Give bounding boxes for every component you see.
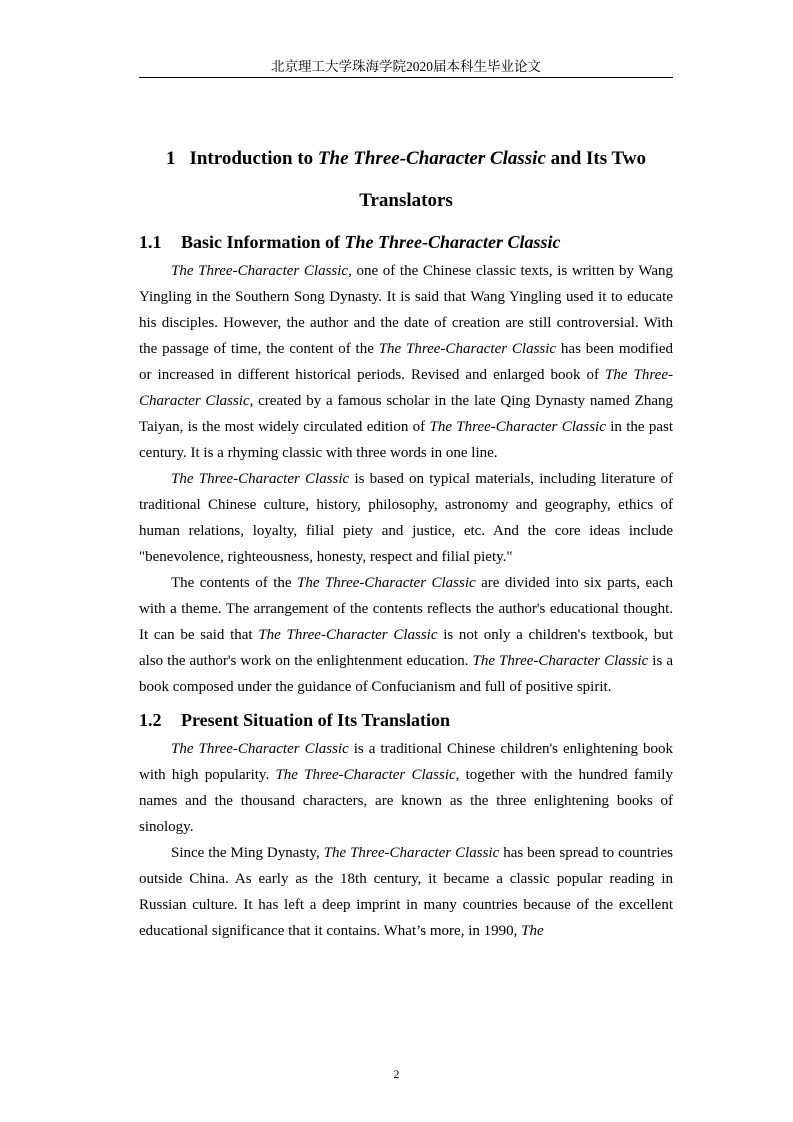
- text-run: Since the Ming Dynasty,: [171, 845, 324, 861]
- section-heading-1-1: [139, 229, 673, 255]
- chapter-title-part-b: and Its Two Translators: [359, 148, 647, 211]
- section-body-1-1: [139, 258, 673, 700]
- chapter-title-italic: The Three-Character Classic: [317, 148, 546, 169]
- section-heading-1-2: [139, 707, 673, 733]
- running-header: 北京理工大学珠海学院2020届本科生毕业论文: [271, 59, 541, 74]
- paragraph: [139, 736, 673, 840]
- header-rule: [139, 77, 673, 78]
- italic-title-run: The Three-Character Classic: [378, 341, 557, 357]
- text-run: are divided into six parts, each with a theme. The arrangement of the contents reflects the author's educational thought. It can be said that: [139, 575, 673, 643]
- text-run: is based on typical materials, including literature of traditional Chinese culture, history, philosophy, astronomy and geography, ethics of human relations, loyalty, filial piety and justice, etc. And the core ideas include "benevolence, righteousness, honesty, respect and filial piety.": [139, 471, 673, 565]
- text-run: in the past century. It is a rhyming classic with three words in one line.: [139, 419, 673, 461]
- paragraph: [139, 570, 673, 700]
- chapter-number: 1: [165, 148, 176, 169]
- italic-title-run: The Three-Character Classic,: [171, 263, 352, 279]
- page-number: 2: [393, 1067, 400, 1081]
- italic-title-run: The Three-Character Classic: [323, 845, 500, 861]
- section-number: 1.2: [139, 710, 162, 730]
- italic-title-run: The Three-Character Classic: [171, 741, 349, 757]
- text-run: has been spread to countries outside China. As early as the 18th century, it became a classic popular reading in Russian culture. It has left a deep imprint in many countries because of the excellent educational significance that it contains. What’s more, in 1990,: [139, 845, 673, 939]
- text-run: , together with the hundred family names and the thousand characters, are known as the three enlightening books of sinology.: [139, 767, 673, 835]
- chapter-title-part-a: Introduction to: [189, 148, 318, 169]
- italic-title-run: The Three-Character Classic: [429, 419, 606, 435]
- text-run: is not only a children's textbook, but also the author's work on the enlightenment education.: [139, 627, 674, 669]
- section-title: Present Situation of Its Translation: [181, 710, 451, 730]
- paragraph: [139, 258, 673, 466]
- text-run: The contents of the: [171, 575, 297, 591]
- text-run: one of the Chinese classic texts, is written by Wang Yingling in the Southern Song Dynasty. It is said that Wang Yingling used it to educate his disciples. However, the author and the date of creation are still controversial. With the passage of time, the content of the: [139, 263, 674, 357]
- italic-title-run: The Three-Character Classic: [275, 767, 456, 783]
- section-title-italic: The Three-Character Classic: [344, 232, 561, 252]
- section-body-1-2: [139, 736, 673, 944]
- text-run: is a traditional Chinese children's enlightening book with high popularity.: [139, 741, 673, 783]
- italic-title-run: The Three-Character Classic: [472, 653, 649, 669]
- italic-title-run: The: [521, 923, 544, 939]
- italic-title-run: The Three-Character Classic: [139, 367, 673, 409]
- text-run: is a book composed under the guidance of Confucianism and full of positive spirit.: [139, 653, 673, 695]
- italic-title-run: The Three-Character Classic: [258, 627, 438, 643]
- italic-title-run: The Three-Character Classic: [171, 471, 350, 487]
- section-number: 1.1: [139, 232, 162, 252]
- page-body: [139, 138, 673, 944]
- paragraph: [139, 466, 673, 570]
- chapter-title: [139, 138, 673, 222]
- text-run: has been modified or increased in different historical periods. Revised and enlarged book of: [139, 341, 673, 383]
- paragraph: [139, 840, 673, 944]
- italic-title-run: The Three-Character Classic: [296, 575, 476, 591]
- section-title: Basic Information of: [181, 232, 345, 252]
- text-run: , created by a famous scholar in the late Qing Dynasty named Zhang Taiyan, is the most widely circulated edition of: [139, 393, 673, 435]
